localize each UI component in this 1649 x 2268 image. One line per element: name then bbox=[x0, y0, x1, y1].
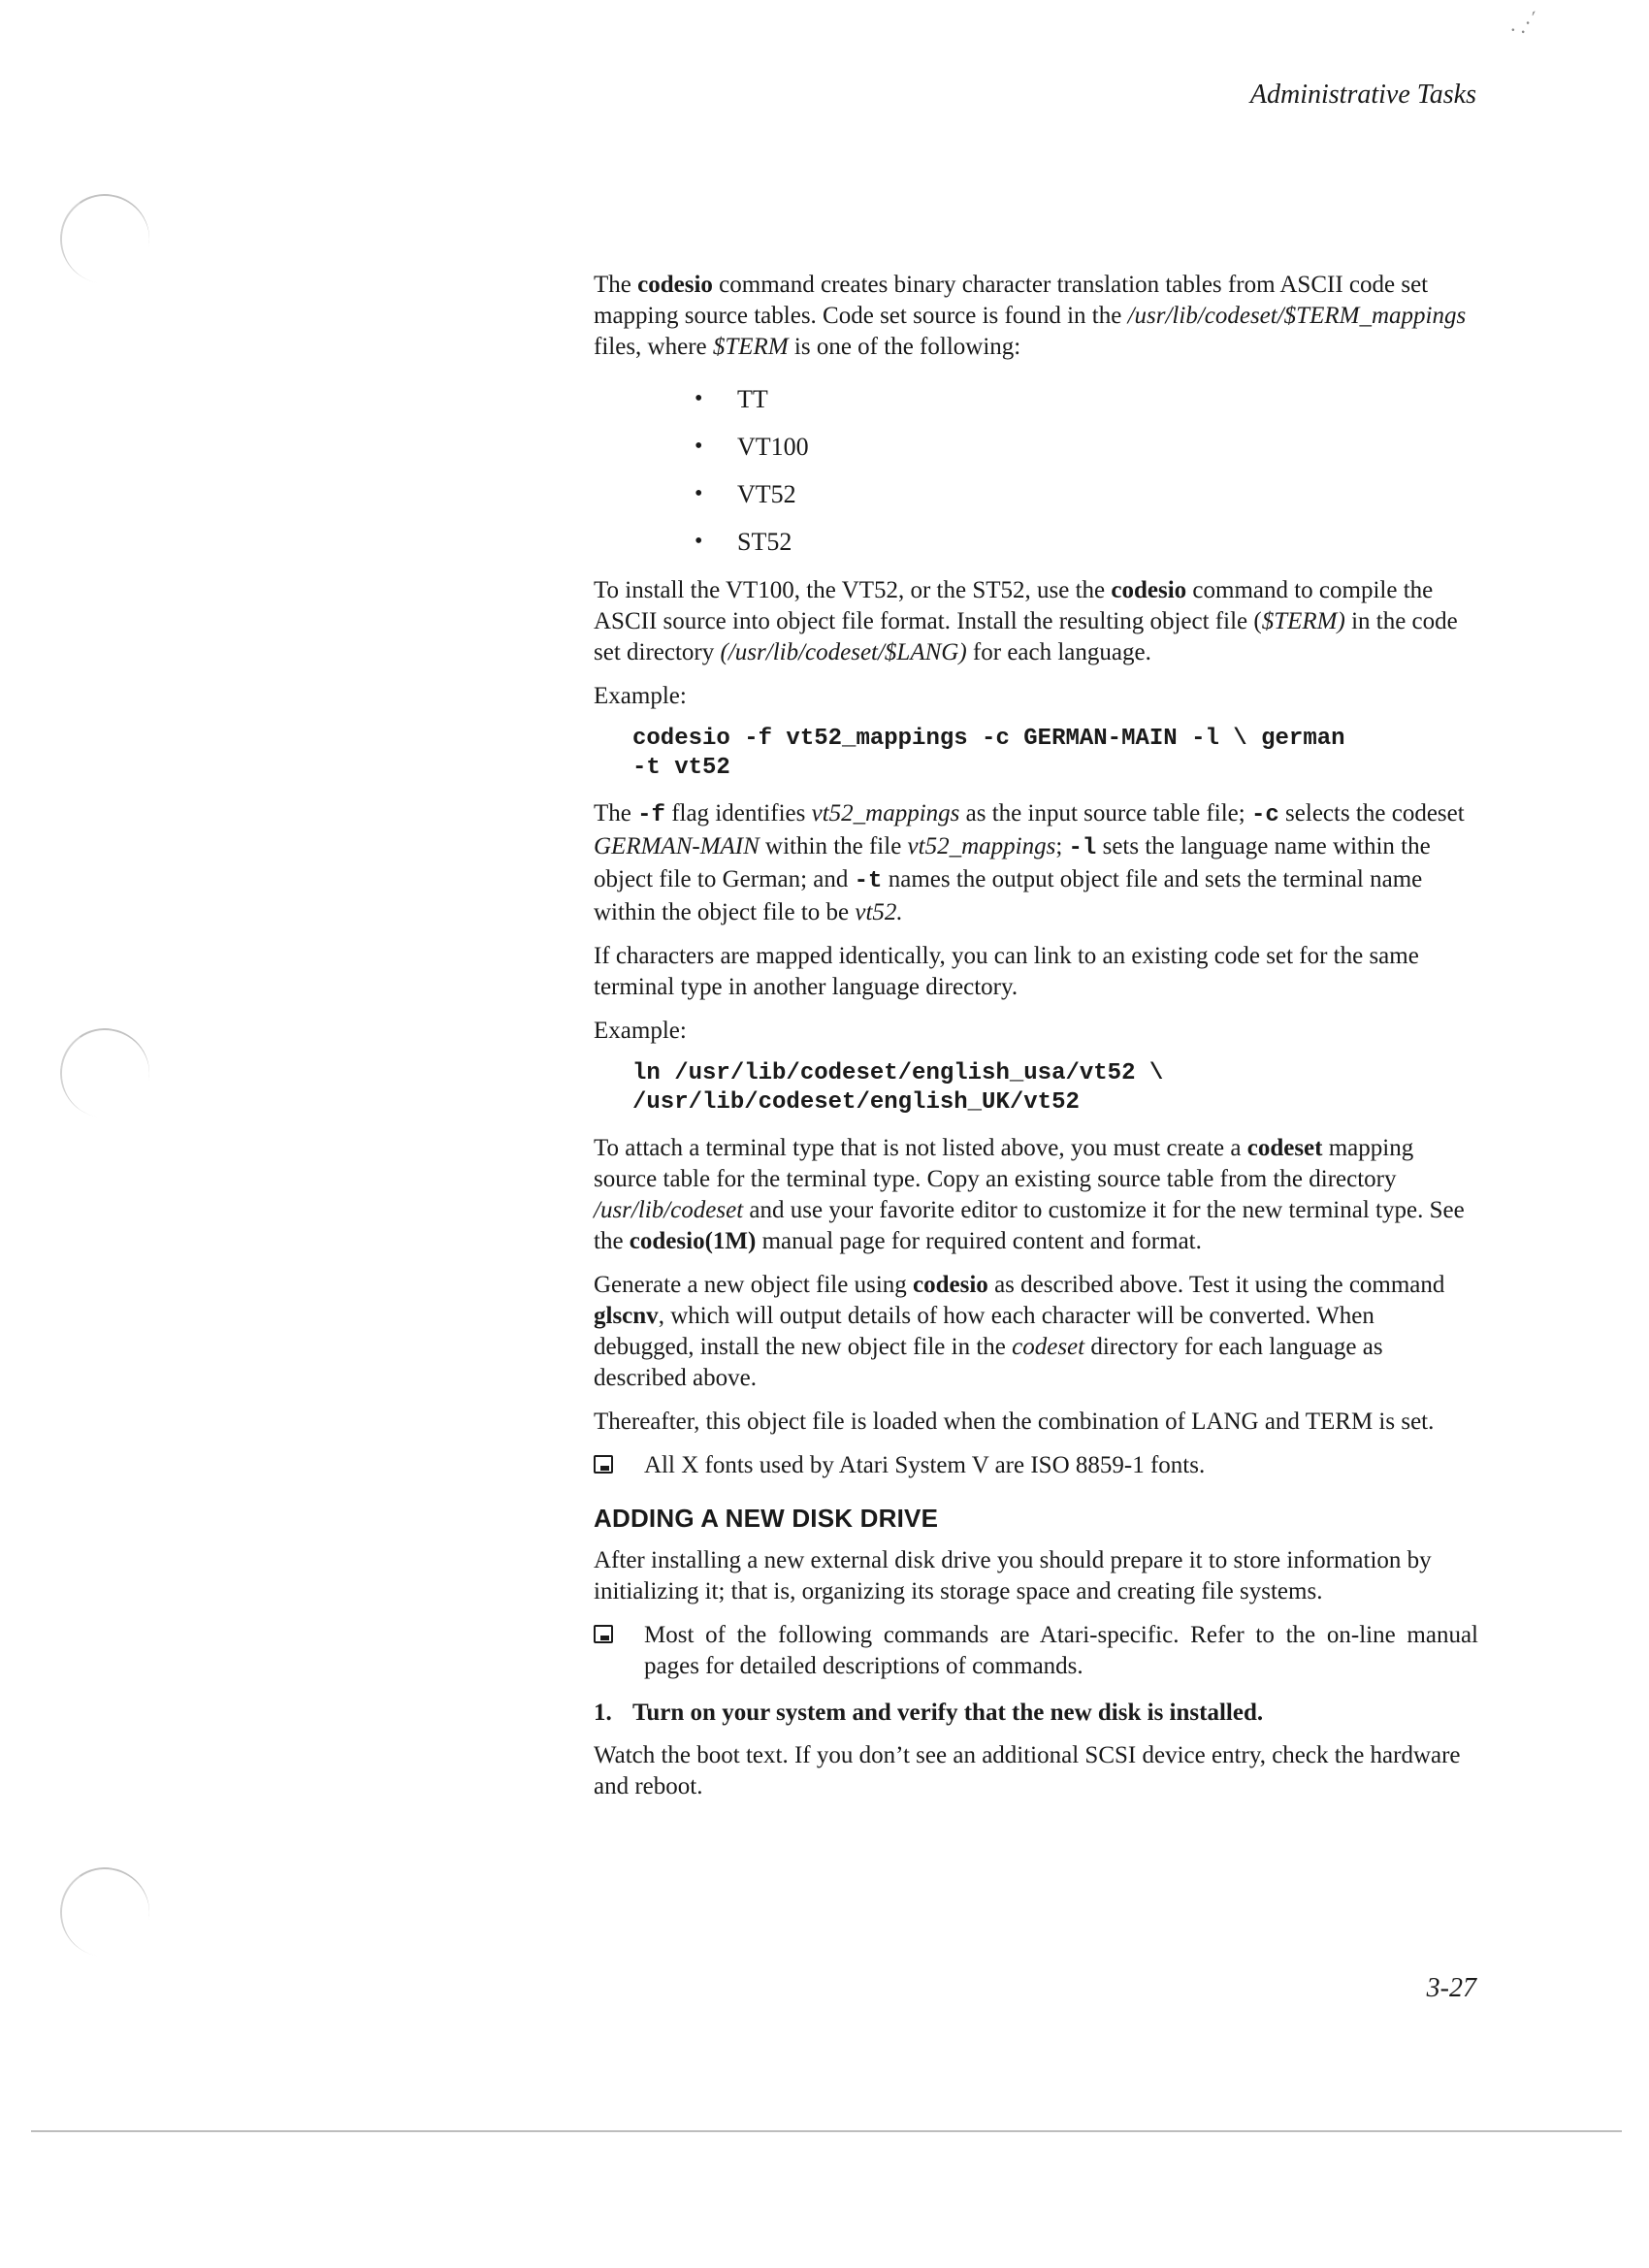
term-variable: $TERM bbox=[712, 334, 789, 360]
terminal-type-list bbox=[594, 375, 1478, 566]
list-item: • VT100 bbox=[594, 423, 1478, 470]
thereafter-paragraph: Thereafter, this object file is loaded when the combination of LANG and TERM is set. bbox=[594, 1409, 1435, 1435]
codesio-command: codesio bbox=[637, 272, 713, 298]
scan-edge-line bbox=[31, 2130, 1622, 2132]
intro-paragraph: The codesio command creates binary character translation tables from ASCII code set mapping source tables. Code set source is found in the /usr/lib/codeset/$TERM_mappings files, where $TERM is one of the following: bbox=[594, 272, 1467, 360]
step-1 bbox=[594, 1698, 1478, 1729]
attach-paragraph: To attach a terminal type that is not listed above, you must create a codeset mapping source table for the terminal type. Copy an existing source table from the directory /usr/lib/codeset and use your favorite editor to customize it for the new terminal type. See the codesio(1M) manual page for required content and format. bbox=[594, 1135, 1465, 1254]
note-atari-specific: Most of the following commands are Atari-specific. Refer to the on-line manual pages for detailed descriptions of commands. bbox=[594, 1620, 1478, 1682]
example-code-codesio: codesio -f vt52_mappings -c GERMAN-MAIN -l \ german -t vt52 bbox=[632, 726, 1345, 781]
step-1-body: Watch the boot text. If you don’t see an additional SCSI device entry, check the hardware and reboot. bbox=[594, 1742, 1461, 1799]
main-content bbox=[594, 270, 1478, 1815]
note-fonts: All X fonts used by Atari System V are ISO 8859-1 fonts. bbox=[594, 1450, 1478, 1481]
page-number: 3-27 bbox=[1426, 1973, 1476, 2003]
example-label: Example: bbox=[594, 683, 687, 709]
example-label: Example: bbox=[594, 1018, 687, 1044]
install-paragraph: To install the VT100, the VT52, or the ST52, use the codesio command to compile the ASCII source into object file format. Install the resulting object file ($TERM) in the code set directory (/usr/lib/codeset/$LANG) for each language. bbox=[594, 577, 1458, 665]
flags-paragraph: The -f flag identifies vt52_mappings as the input source table file; -c selects the codeset GERMAN-MAIN within the file vt52_mappings; -l sets the language name within the object file to German; and -t names the output object file and sets the terminal name within the object file to be vt52. bbox=[594, 800, 1465, 925]
binder-hole-mark-bottom bbox=[53, 1861, 157, 1964]
step-number: 1. bbox=[594, 1700, 612, 1726]
mappings-path: /usr/lib/codeset/$TERM_mappings bbox=[1127, 303, 1467, 329]
binder-hole-mark-middle bbox=[53, 1021, 157, 1125]
list-item: • TT bbox=[594, 375, 1478, 423]
list-item: • ST52 bbox=[594, 518, 1478, 566]
note-box-icon bbox=[594, 1455, 613, 1474]
generate-paragraph: Generate a new object file using codesio as described above. Test it using the command glscnv, which will output details of how each character will be converted. When debugged, install the new object file in the codeset directory for each language as described above. bbox=[594, 1272, 1445, 1391]
list-item: • VT52 bbox=[594, 470, 1478, 518]
scan-artifact: ·.·ˊ bbox=[1504, 5, 1546, 43]
step-title: Turn on your system and verify that the new disk is installed. bbox=[632, 1700, 1264, 1726]
identical-mapping-paragraph: If characters are mapped identically, you can link to an existing code set for the same terminal type in another language directory. bbox=[594, 943, 1419, 1000]
note-box-icon bbox=[594, 1625, 613, 1643]
example-code-ln: ln /usr/lib/codeset/english_usa/vt52 \ /usr/lib/codeset/english_UK/vt52 bbox=[632, 1060, 1164, 1116]
disk-intro-paragraph: After installing a new external disk drive you should prepare it to store information by initializing it; that is, organizing its storage space and creating file systems. bbox=[594, 1547, 1432, 1604]
running-header: Administrative Tasks bbox=[1249, 80, 1476, 110]
section-heading: ADDING A NEW DISK DRIVE bbox=[594, 1504, 939, 1533]
binder-hole-mark-top bbox=[53, 187, 157, 291]
